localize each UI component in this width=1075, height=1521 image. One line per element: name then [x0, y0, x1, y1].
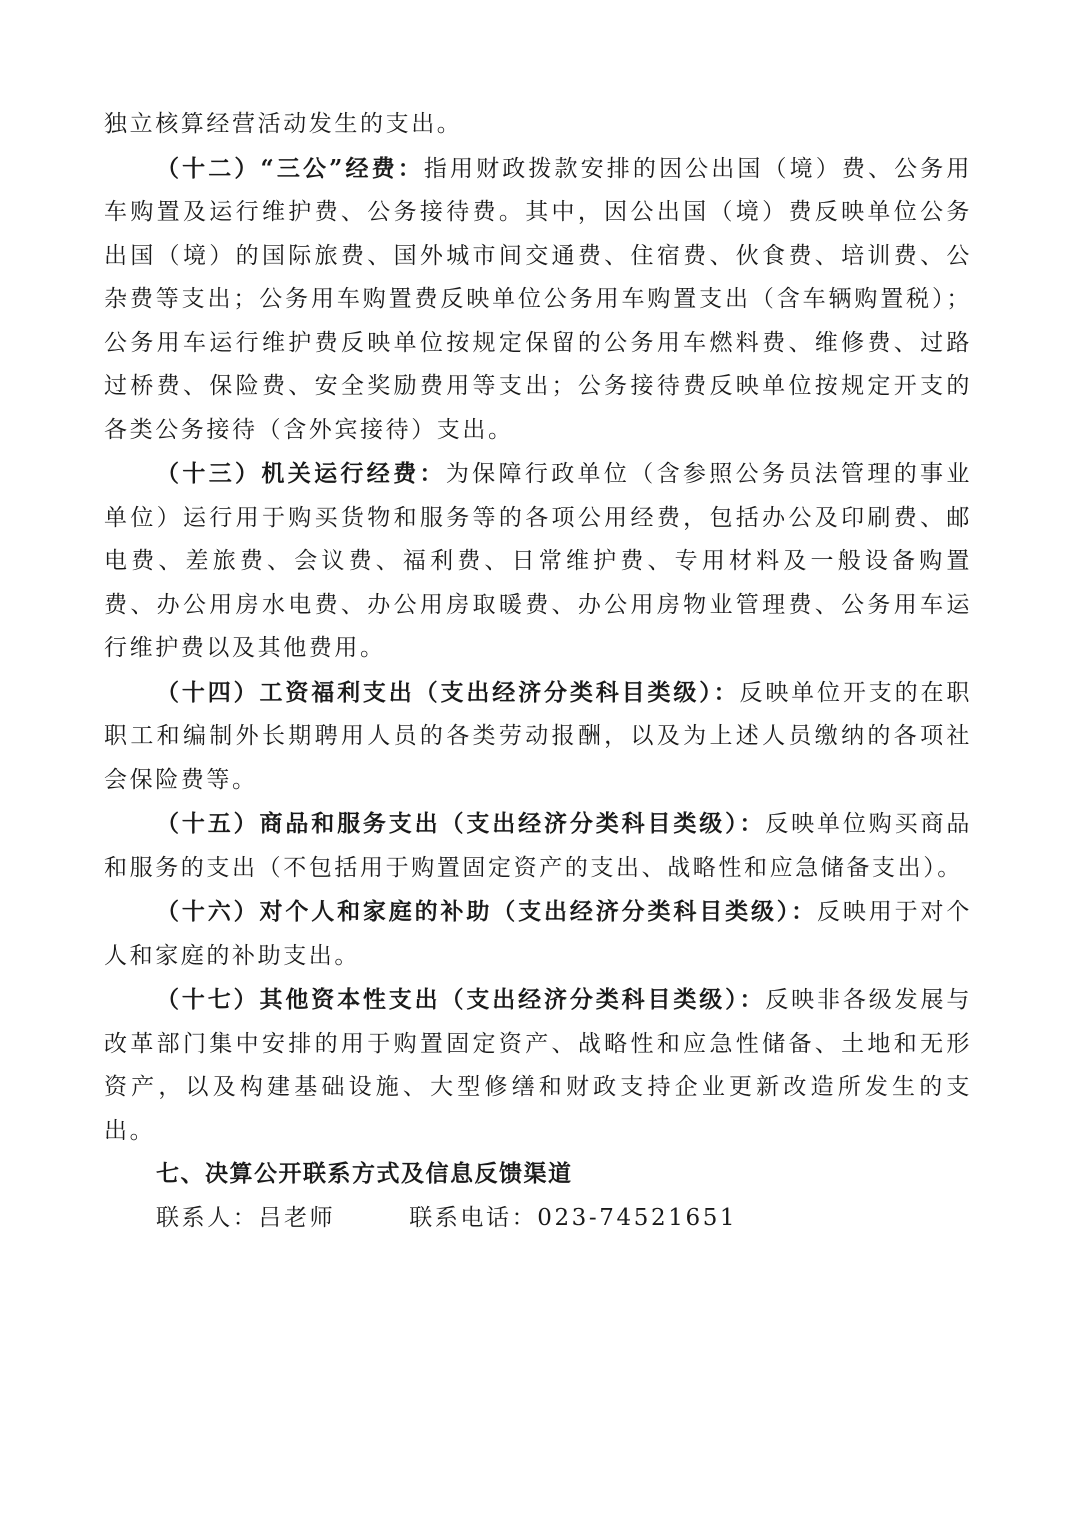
paragraph-term: （十四）工资福利支出（支出经济分类科目类级）：: [156, 678, 740, 706]
contact-line: [104, 1197, 972, 1241]
paragraph-text: 独立核算经营活动发生的支出。: [104, 111, 463, 137]
paragraph-text: 指用财政拨款安排的因公出国（境）费、公务用车购置及运行维护费、公务接待费。其中，因公出国（境）费反映单位公务出国（境）的国际旅费、国外城市间交通费、住宿费、伙食费、培训费、公杂费等支出；公务用车购置费反映单位公务用车购置支出（含车辆购置税）；公务用车运行维护费反映单位按规定保留的公务用车燃料费、维修费、过路过桥费、保险费、安全奖励费用等支出；公务接待费反映单位按规定开支的各类公务接待（含外宾接待）支出。: [104, 155, 972, 443]
phone-label: 联系电话：: [409, 1204, 538, 1231]
contact-person-label: 联系人：: [156, 1204, 259, 1231]
contact-person: 吕老师: [258, 1204, 336, 1231]
paragraph-operating-funds: [104, 452, 972, 671]
paragraph-term: （十五）商品和服务支出（支出经济分类科目类级）：: [156, 810, 766, 837]
paragraph-term: （十七）其他资本性支出（支出经济分类科目类级）：: [156, 986, 766, 1013]
paragraph-household-subsidy: [104, 890, 972, 978]
paragraph-text: 反映用于对个人和家庭的补助支出。: [104, 899, 972, 969]
section-heading: 七、决算公开联系方式及信息反馈渠道: [156, 1161, 573, 1187]
paragraph-continuation: [104, 103, 972, 147]
paragraph-text: 为保障行政单位（含参照公务员法管理的事业单位）运行用于购买货物和服务等的各项公用经费，包括办公及印刷费、邮电费、差旅费、会议费、福利费、日常维护费、专用材料及一般设备购置费、办公用房水电费、办公用房取暖费、办公用房物业管理费、公务用车运行维护费以及其他费用。: [104, 461, 972, 661]
paragraph-term: （十三）机关运行经费：: [156, 460, 446, 487]
paragraph-text: 反映单位开支的在职职工和编制外长期聘用人员的各类劳动报酬，以及为上述人员缴纳的各项社会保险费等。: [104, 679, 972, 793]
paragraph-term: （十二）“三公”经费：: [156, 154, 424, 182]
paragraph-text: 反映单位购买商品和服务的支出（不包括用于购置固定资产的支出、战略性和应急储备支出）。: [104, 811, 972, 881]
paragraph-text: 反映非各级发展与改革部门集中安排的用于购置固定资产、战略性和应急性储备、土地和无形资产，以及构建基础设施、大型修缮和财政支持企业更新改造所发生的支出。: [104, 987, 972, 1144]
paragraph-goods-services: [104, 802, 972, 890]
paragraph-san-gong-funds: [104, 147, 972, 453]
document-page: [104, 103, 972, 1240]
paragraph-wage-welfare: [104, 671, 972, 803]
paragraph-other-capital: [104, 978, 972, 1153]
phone-number: 023-74521651: [537, 1204, 738, 1231]
paragraph-term: （十六）对个人和家庭的补助（支出经济分类科目类级）：: [156, 898, 818, 925]
